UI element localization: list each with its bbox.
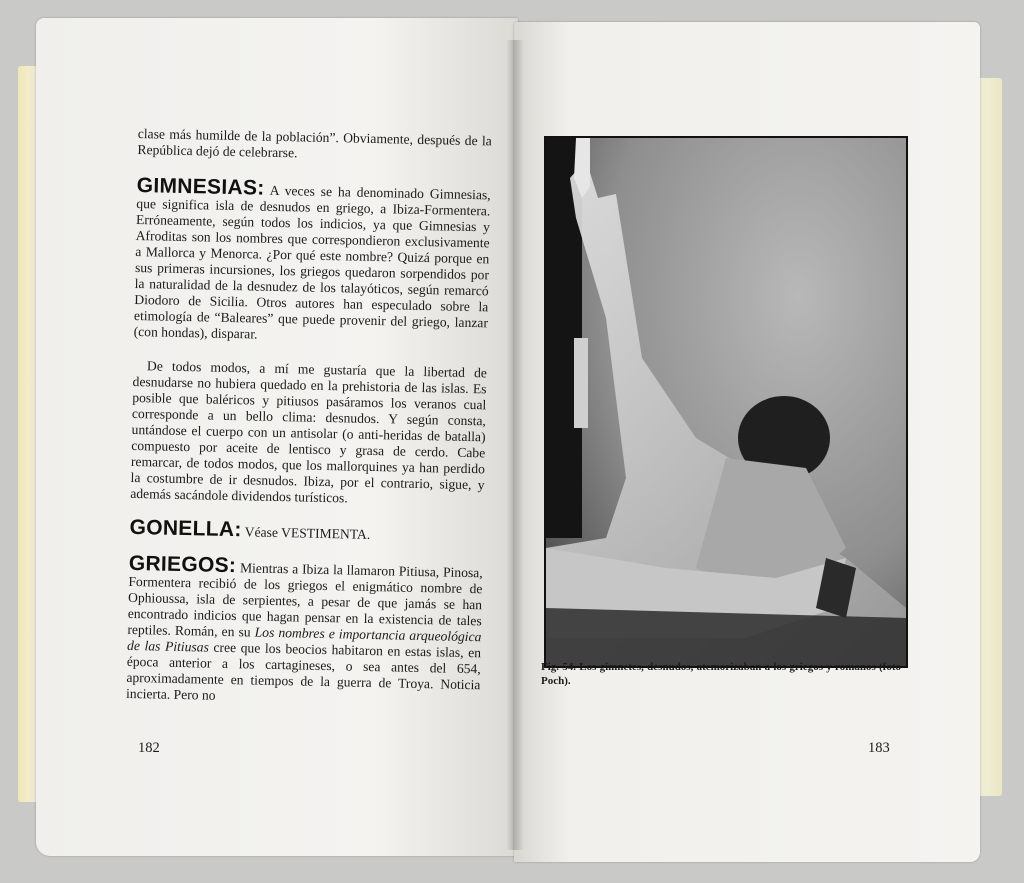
- figure-caption: Fig. 54. Los gimnetes, desnudos, atemorizaban a los griegos y romanos (foto Poch).: [541, 661, 901, 687]
- photo-illustration: [546, 138, 906, 666]
- headword-griegos: GRIEGOS:: [128, 551, 237, 578]
- book-gutter: [506, 40, 524, 850]
- gimnesias-paragraph-2: De todos modos, a mí me gustaría que la libertad de desnudarse no hubiera quedado en la prehistoria de las islas. Es posible que baléricos y pitiusos pasáramos los veranos cual corresponde a un bello clima: desnudos. Y según consta, untándose el cuerpo con un antisolar (o anti-heridas de batalla) compuesto por aceite de lentisco y grasa de cerdo. Cabe remarcar, de todos modos, que los mallorquines ya han perdido la costumbre de ir desnudos. Ibiza, por el contrario, sigue, y además sacándole dividendos turísticos.: [130, 358, 488, 506]
- griegos-text-1: Mientras a Ibiza la llamaron Pitiusa, Pinosa, Formentera recibió de los griegos el enigmático nombre de Ophioussa, isla de serpientes, a pesar de que jamás se han encontrado indicios que hagan pensar en la existencia de tales reptiles. Román, en su: [127, 560, 483, 640]
- gimnesias-paragraph-1: A veces se ha denominado Gimnesias, que significa isla de desnudos en griego, a Ibiza-Formentera. Erróneamente, según todos los indicios, ya que Gimnesias y Afroditas son los nombres que correspondieron exclusivamente a Mallorca y Menorca. ¿Por qué este nombre? Quizá porque en sus primeras incursiones, los griegos quedaron sorpendidos por la naturalidad de la desnudez de los talayóticos, según remarcó Diodoro de Sicilia. Otros autores han especulado sobre la etimología de “Baleares” que puede provenir del griego, lanzar (con hondas), disparar.: [133, 182, 491, 342]
- figure-photo: [544, 136, 908, 668]
- page-number-right: 183: [868, 740, 890, 756]
- griegos-text-2: cree que los beocios habitaron en estas islas, en época anterior a los cartagineses, o sea antes del 654, aproximadamente en tiempos de la guerra de Troya. Noticia incierta. Pero no: [125, 639, 482, 703]
- headword-gimnesias: GIMNESIAS:: [136, 173, 265, 200]
- entry-gonella: [129, 515, 483, 545]
- continuation-paragraph: clase más humilde de la población”. Obviamente, después de la República dejó de celebrarse.: [137, 126, 492, 161]
- entry-griegos: [125, 551, 483, 709]
- entry-gimnesias: [133, 173, 491, 347]
- left-text-column: [126, 126, 492, 709]
- book-title-italic: Los nombres e importancia arqueológica de las Pitiusas: [126, 624, 482, 655]
- headword-gonella: GONELLA:: [129, 515, 242, 542]
- gonella-text: Véase VESTIMENTA.: [244, 524, 371, 542]
- page-number-left: 182: [138, 740, 160, 756]
